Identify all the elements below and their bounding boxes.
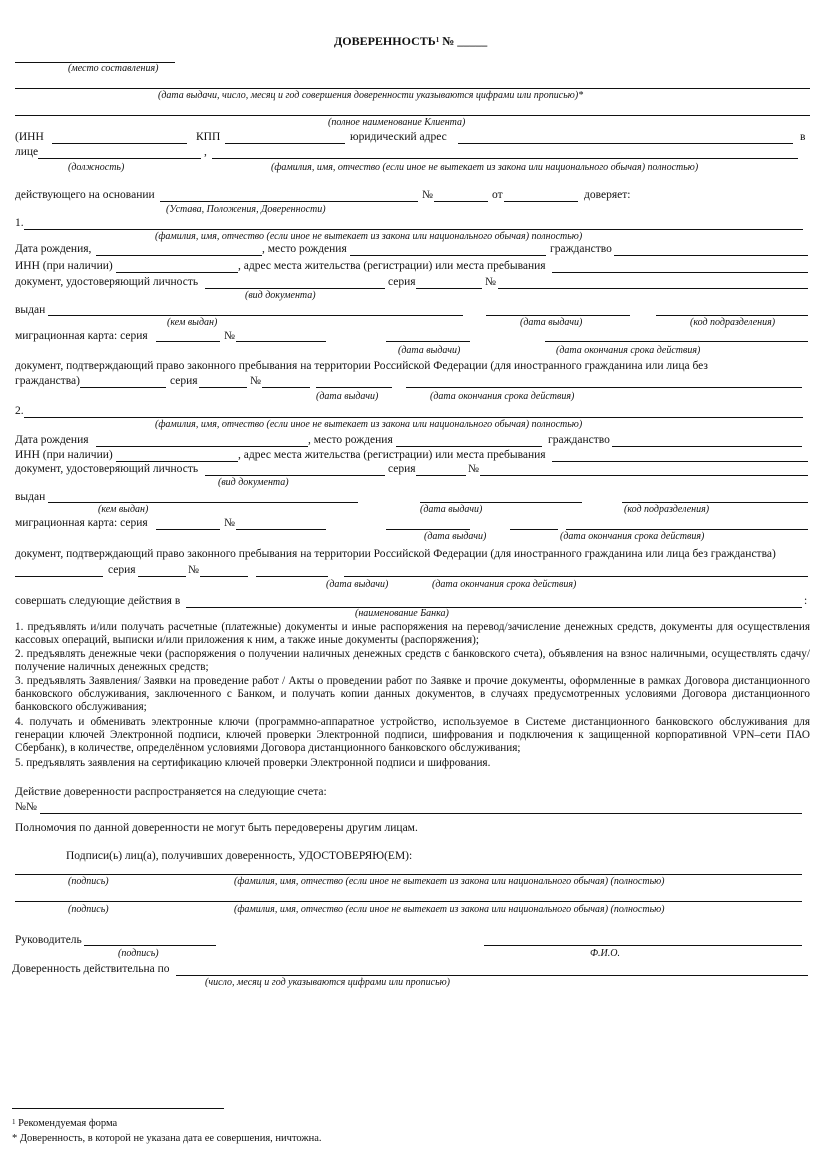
no-delegation: Полномочия по данной доверенности не могут быть передоверены другим лицам. xyxy=(15,822,418,834)
fio-hint: (фамилия, имя, отчество (если иное не вытекает из закона или национального обычая) полностью) xyxy=(271,162,699,173)
kpp-label: КПП xyxy=(196,131,221,143)
accounts-label: Действие доверенности распространяется на следующие счета: xyxy=(15,786,327,798)
footnote-2: * Доверенность, в которой не указана дата ее совершения, ничтожна. xyxy=(12,1133,322,1144)
position-hint: (должность) xyxy=(68,162,125,173)
item-5: 5. предъявлять заявления на сертификацию ключей проверки Электронной подписи и шифрования. xyxy=(15,757,491,769)
client-hint: (полное наименование Клиента) xyxy=(328,117,466,128)
place-hint: (место составления) xyxy=(68,63,159,74)
footnote-1: $^1$ Рекомендуемая форма xyxy=(12,1118,118,1129)
page-title: ДОВЕРЕННОСТЬ$^1$ № _____ xyxy=(334,34,488,48)
legal-address-label: юридический адрес xyxy=(350,131,447,143)
certify-text: Подписи(ь) лиц(а), получивших доверенность, УДОСТОВЕРЯЮ(ЕМ): xyxy=(66,850,413,862)
head-label: Руководитель xyxy=(15,934,82,946)
item-1: 1. предъявлять и/или получать расчетные (платежные) документы и иные распоряжения на перевод/зачисление денежных средств, документы для осуществления кассовых операций, выписки и/или приложения к ним, а также иные документы (распоряжения); xyxy=(15,621,810,646)
date-hint: (дата выдачи, число, месяц и год совершения доверенности указываются цифрами или прописью)* xyxy=(158,90,584,101)
item-4: 4. получать и обменивать электронные ключи (программно-аппаратное устройство, используемое в Системе дистанционного банковского обслуживания для генерации ключей Электронной подписи, ключей проверки Электронной подписи, шифрования и подключения к защищенной корпоративной VPN–сети ПАО Сбербанк), в количестве, определённом условиями Договора дистанционного банковского обслуживания; xyxy=(15,716,810,754)
inn-label: (ИНН xyxy=(15,131,44,143)
basis-hint: (Устава, Положения, Доверенности) xyxy=(166,204,326,215)
item-2: 2. предъявлять денежные чеки (распоряжения о получении наличных денежных средств с банковского счета), объявления на взнос наличными, осуществлять сдачу/получение наличных денежных средств; xyxy=(15,648,810,673)
item-3: 3. предъявлять Заявления/ Заявки на проведение работ / Акты о проведении работ по Заявке и прочие документы, оформленные в рамках Договора дистанционного банковского обслуживания, заключенного с Банком, и получать копии данных документов, в случаях предусмотренных условиями Договора дистанционного банковского обслуживания; xyxy=(15,675,810,713)
valid-label: Доверенность действительна по xyxy=(12,963,170,975)
actions-label: совершать следующие действия в xyxy=(15,595,181,607)
